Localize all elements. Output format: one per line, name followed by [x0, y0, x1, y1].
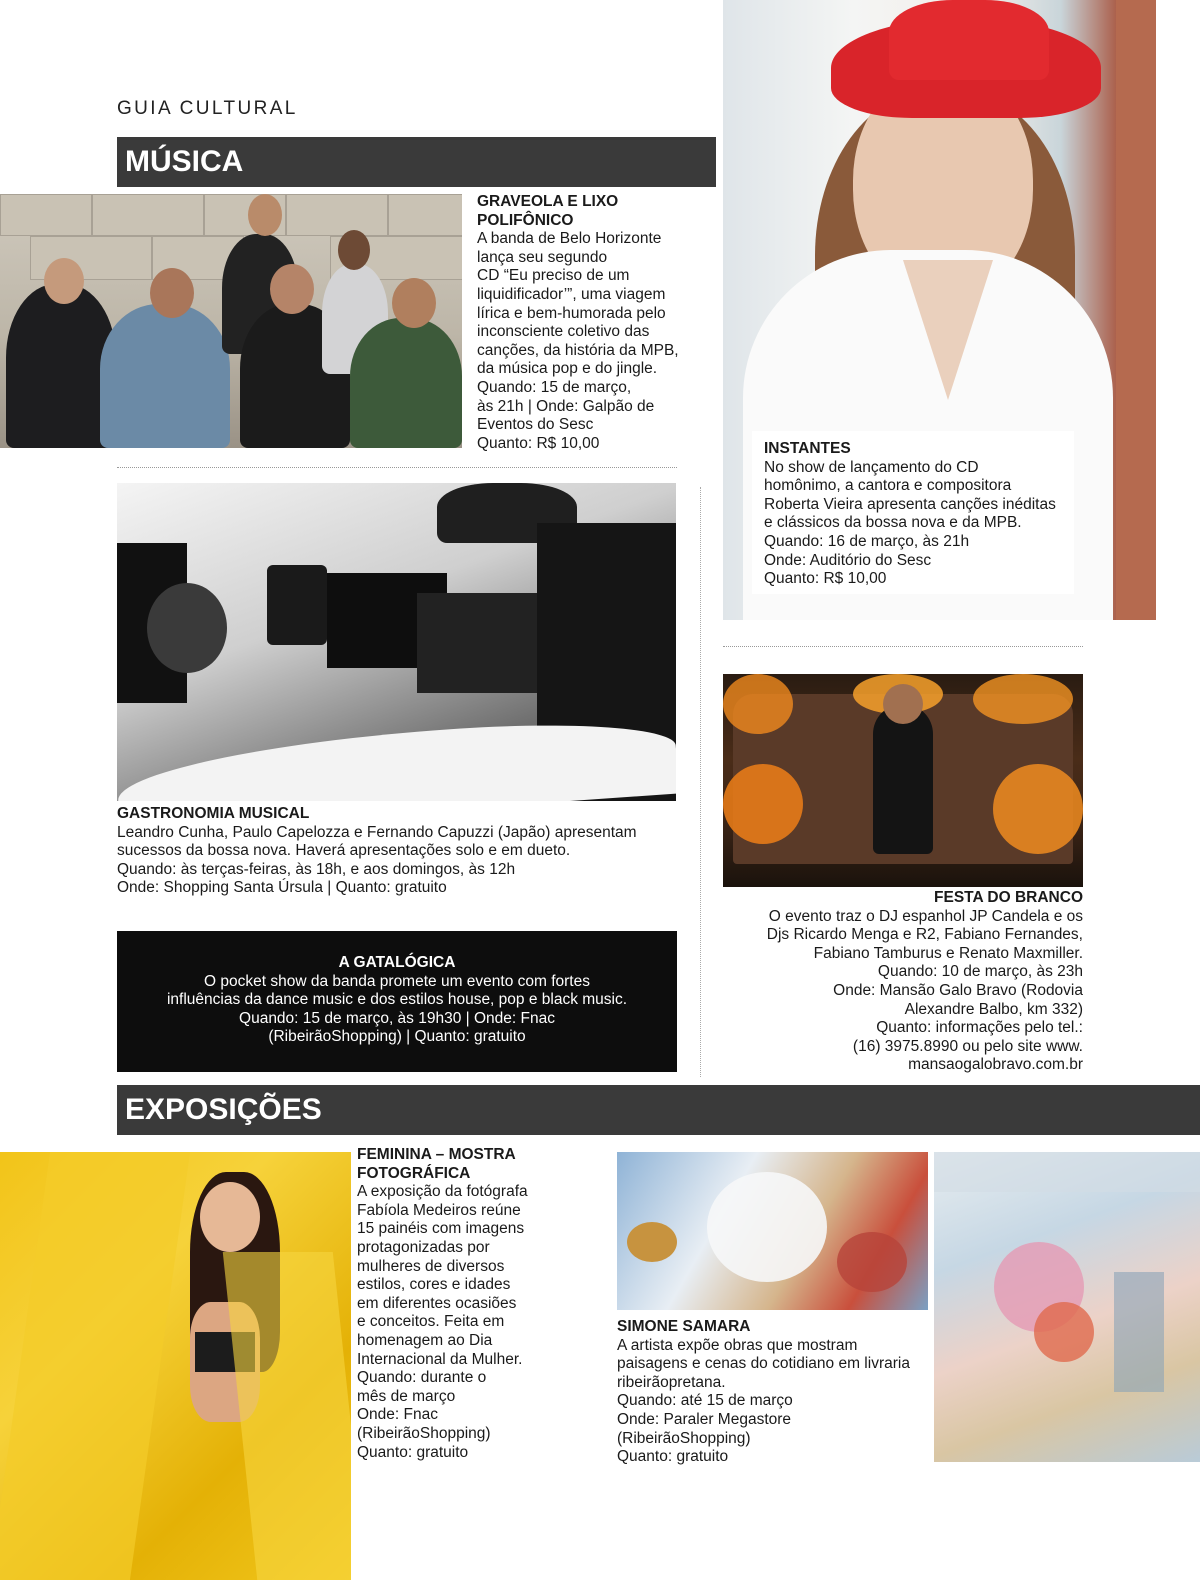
festa-line: O evento traz o DJ espanhol JP Candela e os [768, 907, 1083, 925]
gatalogica-line: O pocket show da banda promete um evento com fortes [204, 972, 590, 990]
gatalogica-line: Quando: 15 de março, às 19h30 | Onde: Fnac [239, 1009, 555, 1027]
feminina-line: 15 painéis com imagens [357, 1220, 525, 1238]
feminina-line: estilos, cores e idades [357, 1276, 511, 1294]
simone-line: (RibeirãoShopping) [617, 1429, 751, 1447]
column-divider [700, 487, 701, 1077]
graveola-line: Quanto: R$ 10,00 [477, 434, 600, 452]
festa-title: FESTA DO BRANCO [934, 889, 1083, 906]
graveola-line: Quando: 15 de março, [477, 378, 632, 396]
simone-text [617, 1318, 927, 1467]
instantes-line: Onde: Auditório do Sesc [764, 551, 932, 569]
feminina-line: mulheres de diversos [357, 1257, 505, 1275]
feminina-line: Internacional da Mulher. [357, 1350, 523, 1368]
graveola-line: Eventos do Sesc [477, 416, 594, 434]
graveola-line: A banda de Belo Horizonte [477, 230, 662, 248]
festa-line: Djs Ricardo Menga e R2, Fabiano Fernandes, [766, 926, 1083, 944]
graveola-line: inconsciente coletivo das [477, 323, 650, 341]
gatalogica-line: (RibeirãoShopping) | Quanto: gratuito [268, 1028, 526, 1046]
simone-title: SIMONE SAMARA [617, 1318, 751, 1335]
feminina-line: Quando: durante o [357, 1369, 487, 1387]
gatalogica-title: A GATALÓGICA [338, 954, 456, 971]
simone-line: Quanto: gratuito [617, 1448, 729, 1466]
fire-sofa-photo [723, 674, 1083, 887]
festa-line: Fabiano Tamburus e Renato Maxmiller. [813, 944, 1083, 962]
painting-flowers-photo [617, 1152, 928, 1310]
simone-line: A artista expõe obras que mostram [617, 1336, 858, 1354]
painting-still-life-photo [934, 1152, 1200, 1462]
divider [723, 646, 1083, 647]
graveola-line: liquidificador’”, uma viagem [477, 285, 666, 303]
graveola-line: às 21h | Onde: Galpão de [477, 397, 655, 415]
divider [117, 467, 677, 468]
feminina-title: FEMININA – MOSTRA [357, 1146, 516, 1163]
gastronomia-line: Quando: às terças-feiras, às 18h, e aos domingos, às 12h [117, 860, 516, 878]
graveola-line: CD “Eu preciso de um [477, 267, 630, 285]
instantes-line: Quanto: R$ 10,00 [764, 570, 887, 588]
festa-line: (16) 3975.8990 ou pelo site www. [852, 1037, 1083, 1055]
feminina-line: e conceitos. Feita em [357, 1313, 505, 1331]
feminina-line: em diferentes ocasiões [357, 1294, 517, 1312]
instantes-line: homônimo, a cantora e compositora [764, 477, 1012, 495]
instantes-line: No show de lançamento do CD [764, 458, 979, 476]
graveola-line: lírica e bem-humorada pelo [477, 304, 666, 322]
yellow-veil-photo [0, 1152, 351, 1580]
instantes-box [752, 431, 1074, 594]
graveola-line: da música pop e do jingle. [477, 360, 658, 378]
gastronomia-line: Leandro Cunha, Paulo Capelozza e Fernando Capuzzi (Japão) apresentam [117, 823, 637, 841]
instantes-title: INSTANTES [764, 440, 851, 457]
graveola-line: canções, da história da MPB, [477, 341, 679, 359]
festa-line: Quando: 10 de março, às 23h [877, 963, 1083, 981]
instantes-line: Quando: 16 de março, às 21h [764, 532, 970, 550]
graveola-line: lança seu segundo [477, 248, 608, 266]
simone-line: Onde: Paraler Megastore [617, 1410, 792, 1428]
feminina-line: homenagem ao Dia [357, 1331, 493, 1349]
band-photo [0, 194, 462, 448]
feminina-line: protagonizadas por [357, 1238, 490, 1256]
gastronomia-line: Onde: Shopping Santa Úrsula | Quanto: gratuito [117, 879, 447, 897]
festa-line: Quanto: informações pelo tel.: [876, 1019, 1083, 1037]
instantes-line: e clássicos da bossa nova e da MPB. [764, 514, 1022, 532]
feminina-line: mês de março [357, 1387, 456, 1405]
section-header-exposicoes: EXPOSIÇÕES [117, 1085, 1200, 1135]
graveola-text [477, 193, 707, 453]
gastronomia-line: sucessos da bossa nova. Haverá apresentações solo e em dueto. [117, 842, 571, 860]
instantes-line: Roberta Vieira apresenta canções inéditas [764, 495, 1056, 513]
graveola-title: GRAVEOLA E LIXO [477, 193, 619, 210]
feminina-line: Quanto: gratuito [357, 1443, 469, 1461]
festa-line: mansaogalobravo.com.br [908, 1056, 1083, 1074]
gatalogica-box [117, 931, 677, 1072]
festa-text [723, 889, 1083, 1075]
gastronomia-title: GASTRONOMIA MUSICAL [117, 805, 310, 822]
section-header-musica: MÚSICA [117, 137, 716, 187]
feminina-line: Onde: Fnac [357, 1406, 438, 1424]
simone-line: ribeirãopretana. [617, 1373, 726, 1391]
festa-line: Onde: Mansão Galo Bravo (Rodovia [833, 981, 1083, 999]
feminina-line: Fabíola Medeiros reúne [357, 1201, 521, 1219]
simone-line: Quando: até 15 de março [617, 1392, 793, 1410]
section-kicker: GUIA CULTURAL [117, 98, 298, 119]
simone-line: paisagens e cenas do cotidiano em livraria [617, 1355, 910, 1373]
feminina-title-2: FOTOGRÁFICA [357, 1164, 471, 1182]
studio-photo [117, 483, 676, 801]
feminina-line: (RibeirãoShopping) [357, 1424, 491, 1442]
gatalogica-line: influências da dance music e dos estilos house, pop e black music. [166, 991, 628, 1009]
festa-line: Alexandre Balbo, km 332) [904, 1000, 1083, 1018]
gastronomia-text [117, 805, 677, 898]
feminina-text [357, 1146, 607, 1462]
feminina-line: A exposição da fotógrafa [357, 1183, 528, 1201]
graveola-title-2: POLIFÔNICO [477, 211, 574, 229]
